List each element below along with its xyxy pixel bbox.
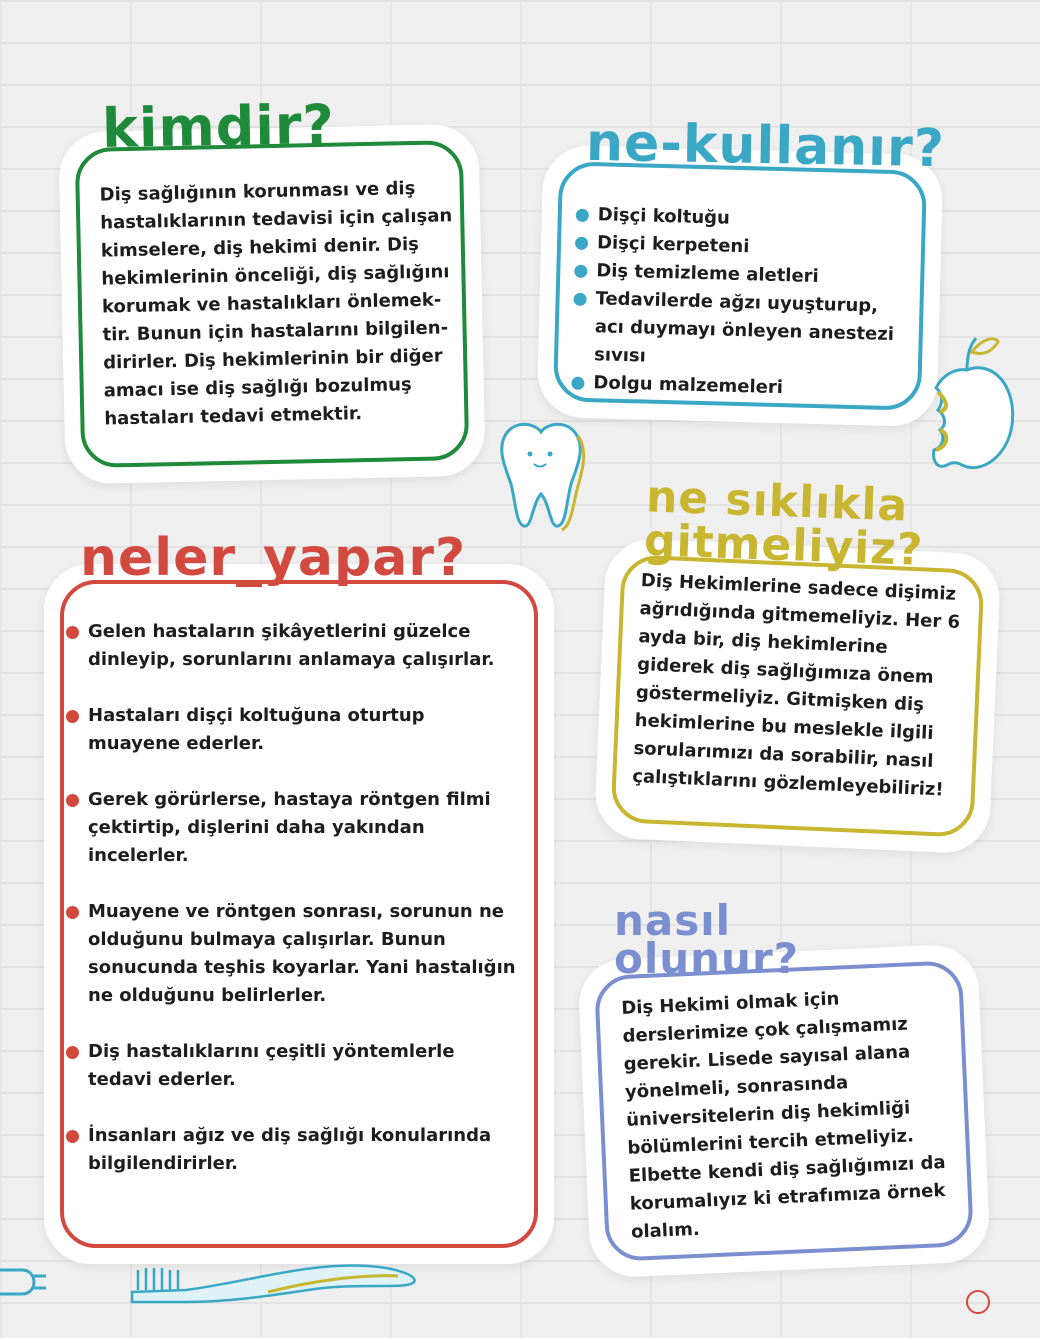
bullet-icon [66, 794, 79, 807]
ne-siklikla-title-2: gitmeliyiz? [643, 515, 925, 576]
bullet-icon [66, 906, 79, 919]
bullet-icon [575, 237, 588, 250]
text-line: tir. Bunun için hastalarını bilgilen- [102, 317, 449, 346]
text-line: bölümlerini tercih etmeliyiz. [627, 1125, 915, 1159]
text-line: Diş sağlığının korunması ve diş [99, 177, 416, 206]
text-line: sorularımızı da sorabilir, nasıl [633, 737, 934, 772]
nasil-olunur-title-2: olunur? [614, 934, 800, 983]
item-text: Dolgu malzemeleri [593, 372, 784, 399]
kimdir-card [58, 124, 485, 485]
text-line: üniversitelerin diş hekimliği [625, 1097, 911, 1131]
bullet-icon [66, 1130, 79, 1143]
plug-icon [0, 1256, 50, 1306]
bullet-icon [66, 1046, 79, 1059]
item-text: İnsanları ağız ve diş sağlığı konularında bilgilendirirler. [88, 1125, 492, 1174]
text-line: yönelmeli, sonrasında [624, 1072, 849, 1103]
text-line: ağrıdığında gitmemeliyiz. Her 6 [639, 598, 961, 634]
text-line: hastaları tedavi etmektir. [104, 403, 363, 430]
text-line: Diş Hekimlerine sadece dişimiz [640, 570, 957, 605]
text-line: gerekir. Lisede sayısal alana [623, 1041, 911, 1075]
item-text: Dişçi kerpeteni [596, 232, 750, 258]
neler-yapar-card [44, 564, 554, 1264]
item-text: Hastaları dişçi koltuğuna oturtup muayene ederler. [88, 705, 425, 754]
list-item [66, 786, 516, 870]
text-line: hekimlerinin önceliği, diş sağlığını [101, 261, 450, 290]
list-item [66, 702, 516, 758]
list-item [66, 618, 516, 674]
text-line: korumak ve hastalıkları önlemek- [101, 289, 442, 318]
bullet-icon [573, 293, 586, 306]
apple-icon [912, 330, 1022, 480]
item-text: Tedavilerde ağzı uyuşturup, acı duymayı önleyen anestezi sıvısı [593, 288, 895, 367]
list-item [66, 898, 516, 1010]
item-text: Gelen hastaların şikâyetlerini güzelce dinleyip, sorunlarını anlamaya çalışırlar. [88, 621, 495, 670]
text-line: amacı ise diş sağlığı bozulmuş [103, 374, 412, 402]
kimdir-text [99, 174, 464, 433]
bullet-icon [576, 209, 589, 222]
nasil-olunur-text [621, 981, 962, 1247]
list-item [66, 1038, 516, 1094]
text-line: derslerimize çok çalışmamız [622, 1013, 909, 1047]
item-text: Gerek görürlerse, hastaya röntgen filmi çektirtip, dişlerini daha yakından incelerler. [88, 789, 491, 866]
item-text: Muayene ve röntgen sonrası, sorunun ne olduğunu bulmaya çalışırlar. Bunun sonucunda teşhis koyarlar. Yani hastalığın ne olduğunu belirlerler. [88, 901, 516, 1006]
text-line: hekimlerine bu meslekle ilgili [634, 709, 934, 744]
item-text: Diş temizleme aletleri [596, 260, 820, 288]
text-line: kimselere, diş hekimi denir. Diş [100, 233, 420, 262]
page-marker-circle [966, 1290, 990, 1314]
text-line: Diş Hekimi olmak için [620, 988, 840, 1019]
bullet-icon [66, 710, 79, 723]
text-line: göstermeliyiz. Gitmişken diş [635, 681, 925, 716]
list-item [66, 1122, 516, 1178]
neler-yapar-title: neler_yapar? [80, 528, 467, 588]
bullet-icon [571, 377, 584, 390]
toothbrush-icon [128, 1252, 428, 1312]
ne-kullanir-list [571, 201, 906, 406]
text-line: dirirler. Diş hekimlerinin bir diğer [102, 345, 443, 374]
ne-siklikla-text [632, 567, 971, 805]
nasil-olunur-card [577, 943, 990, 1278]
nasil-olunur-title-1: nasıl [614, 896, 732, 945]
item-text: Diş hastalıklarını çeşitli yöntemlerle tedavi ederler. [88, 1041, 455, 1090]
text-line: ayda bir, diş hekimlerine [637, 626, 889, 658]
text-line: hastalıklarının tedavisi için çalışan [100, 205, 453, 234]
bullet-icon [66, 626, 79, 639]
ne-kullanir-title: ne-kullanır? [585, 112, 946, 180]
ne-kullanir-card [537, 145, 944, 427]
tooth-icon [486, 414, 596, 534]
text-line: çalıştıklarını gözlemleyebiliriz! [631, 765, 945, 801]
ne-siklikla-card [594, 538, 1002, 855]
ne-siklikla-title-1: ne sıklıkla [645, 471, 910, 532]
kimdir-title: kimdir? [101, 92, 336, 161]
text-line: korumalıyız ki etrafımıza örnek [629, 1180, 946, 1215]
bullet-icon [574, 265, 587, 278]
list-item [572, 285, 904, 378]
neler-yapar-list [66, 618, 516, 1206]
text-line: olalım. [630, 1218, 701, 1243]
text-line: Elbette kendi diş sağlığımızı da [628, 1152, 946, 1187]
text-line: giderek diş sağlığımıza önem [636, 653, 935, 688]
item-text: Dişçi koltuğu [597, 204, 731, 229]
